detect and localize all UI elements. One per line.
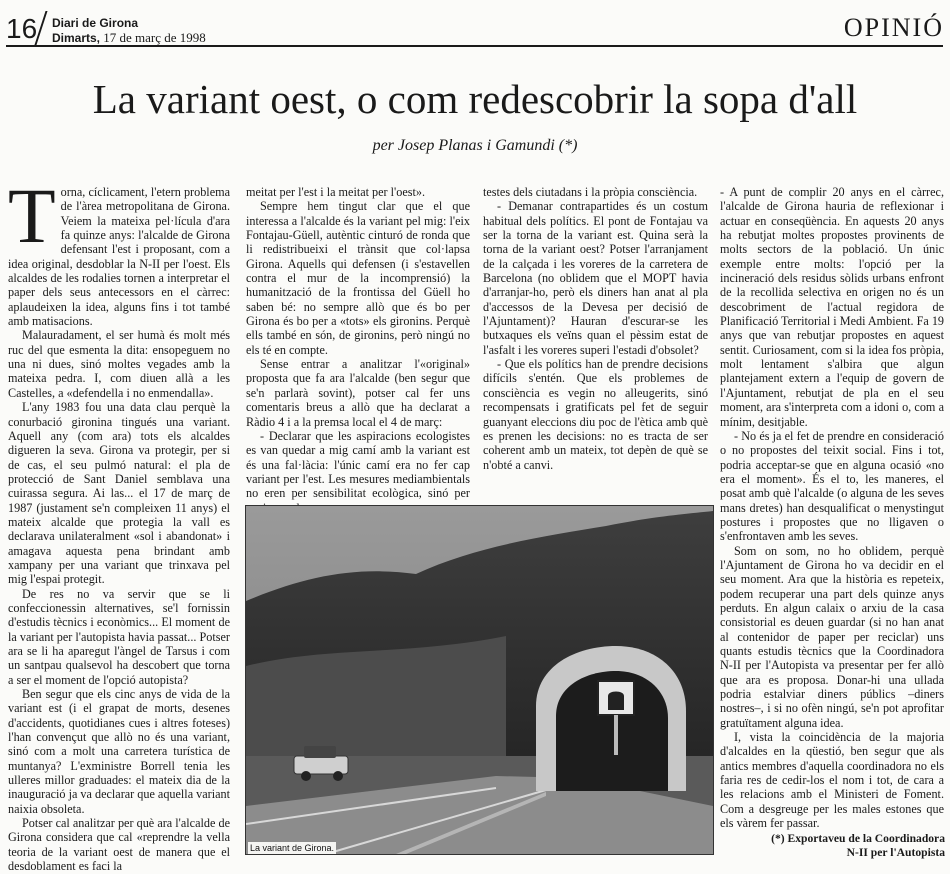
paragraph: - No és ja el fet de prendre en consideració o no propostes del teixit social. Fins i tot, podria acceptar-se que en alguna ocasió «no era el moment». És el to, les maneres, el posat amb què l'alcalde (o alguna de les seves mans dretes) han desqualificat o menystingut postures i propostes que no lligaven o s'enfrontaven amb les seves. [720, 428, 944, 544]
footnote-line: (*) Exportaveu de la Coordinadora [771, 832, 945, 845]
article-title: La variant oest, o com redescobrir la sopa d'all [92, 76, 858, 122]
paragraph: Sense entrar a analitzar l'«original» proposta que fa ara l'alcalde (ben segur que se'n parlarà sovint), potser cal fer uns comentaris breus a allò que ha declarat a Ràdio 4 i a la premsa local el 4 de març: [246, 357, 470, 429]
paragraph: Ben segur que els cinc anys de vida de la variant est (i el grapat de morts, desenes d'accidents, quotidianes cues i altres foteses) l'han convençut que allò no és una variant, sinó com a molt una carretera turística de muntanya? L'exministre Borrell tenia les ulleres millor graduades: el mateix dia de la inauguració ja va declarar que aquella variant naixia obsoleta. [8, 687, 230, 816]
article-column-4 [720, 185, 944, 830]
paragraph: testes dels ciutadans i la pròpia consciència. [483, 185, 698, 199]
photo-illustration [246, 506, 713, 854]
paragraph: Sempre hem tingut clar que el que interessa a l'alcalde és la variant pel mig: l'eix Fontajau-Güell, autèntic cinturó de ronda que li redistribueixi el trànsit que col·lapsa Girona. Aquells qui defensen (i s'estavellen contra el mur de la incomprensió) la humanització de la frontissa del Güell ho saben bé: no sempre allò que és bo per Girona és bo per a «tots» els gironins. Perquè ells també en són, de gironins, però ningú no els té en compte. [246, 199, 470, 357]
page-number: 16 [6, 13, 38, 44]
paragraph: De res no va servir que se li confeccionessin alternatives, se'l fornissin d'estudis tècnics i econòmics... El moment de la variant per l'autopista havia passat... Potser ara se li ha aparegut l'àngel de Tarsus i com un santpau qualsevol ha descobert que torna a ser el moment de l'opció autopista? [8, 586, 230, 687]
article-byline: per Josep Planas i Gamundi (*) [372, 137, 578, 154]
newspaper-name: Diari de Girona [52, 16, 139, 30]
article-column-1 [8, 172, 230, 874]
article-photo [245, 505, 714, 855]
paragraph: - Demanar contrapartides és un costum habitual dels polítics. El pont de Fontajau va ser la torna de la variant est. Quina serà la torna de la variant oest? Potser l'arranjament de la calçada i les voreres de la carretera de Barcelona (no oblidem que el MOPT havia d'arranjar-ho, però els diners han anat al pla d'accessos de la Devesa per decisió de l'Ajuntament)? Hauran d'escurar-se les butxaques els veïns quan el pèssim estat de l'asfalt i les voreres superi l'estadi d'obsolet? [483, 199, 708, 357]
photo-caption: La variant de Girona. [250, 843, 335, 853]
issue-weekday: Dimarts, [52, 31, 101, 45]
article-column-2 [246, 185, 470, 515]
author-footnote [730, 832, 945, 860]
paragraph: - Declarar que les aspiracions ecologistes es van quedar a mig camí amb la variant est és una fal·làcia: l'únic camí era no fer cap variant per l'est. Les mesures mediambientals no eren per sensibilitat ecològica, sinó per [246, 428, 470, 501]
article-column-3 [483, 185, 708, 472]
footnote-line: N-II per l'Autopista [846, 846, 945, 859]
paragraph: Potser cal analitzar per què ara l'alcalde de Girona considera que cal «reprendre la vella teoria de la variant oest de manera que el desdoblament es faci la [8, 816, 230, 874]
paragraph: - A punt de complir 20 anys en el càrrec, l'alcalde de Girona hauria de reflexionar i actuar en conseqüència. En aquests 20 anys ha rebutjat moltes propostes provinents de molts sectors de la població. Un únic exemple entre molts: l'opció per la incineració dels residus sòlids urbans enfront de la recollida selectiva en origen no és un descobriment de l'actual regidora de Planificació Territorial i Medi Ambient. Fa 19 anys que van rebutjar propostes en aquest sentit. Curiosament, com si la idea fos pròpia, molt lentament s'albira que algun plantejament extern a l'equip de govern de l'Ajuntament, rebutjat de pla en el seu moment, ara s'interpreta com a idoni o, com a mínim, desitjable. [720, 185, 945, 429]
page-header [0, 0, 950, 44]
paragraph: meitat per l'est i la meitat per l'oest». [246, 185, 426, 199]
drop-cap: T [8, 172, 56, 259]
issue-date [52, 31, 206, 45]
paragraph: Som on som, no ho oblidem, perquè l'Ajuntament de Girona ho va decidir en el seu moment. Ara que la història es repeteix, podem recuperar una part dels quinze anys perduts. En algun calaix o arxiu de la casa consistorial es deuen guardar (si no han anat al contenidor de paper per reciclar) uns quants estudis tècnics que la Coordinadora N-II per l'Autopista va presentar per fer allò que ara es proposa. Donar-hi una ullada podria estalviar diners públics –diners nostres–, i si no ofèn ningú, se'n pot aprofitar gratuïtament alguna idea. [720, 543, 944, 730]
paragraph: L'any 1983 fou una data clau perquè la conurbació gironina tingués una variant. Aquell any (com ara) tots els alcaldes digueren la seva. Girona va protegir, per si de cas, el seu pulmó natural: el pla de protecció de Sant Daniel semblava una cuirassa segura. Ai las... el 17 de març de 1987 (justament se'n compleixen 11 anys) el mateix alcalde que protegia la vall es declarava unilateralment «sol i abandonat» i amagava aquesta pena brindant amb xampany per una variant que trinxava pel mig l'espai protegit. [8, 400, 230, 587]
paragraph: orna, cíclicament, l'etern problema de l'àrea metropolitana de Girona. Veiem la mateixa pel·lícula d'ara fa quinze anys: l'alcalde de Girona defensant l'est i proposant, com a idea original, desdoblar la N-II per l'oest. Els alcaldes de les rodalies tornen a interpretar el paper dels seus antecessors en el càrrec: aplaudeixen la idea, alguns fins i tot també amb matisacions. [8, 185, 230, 329]
issue-day: 17 de març de 1998 [103, 30, 206, 45]
paragraph: I, vista la coincidència de la majoria d'alcaldes en la qüestió, ben segur que als antics membres d'aquella coordinadora no els faria res de cedir-los el nom i tot, de cara a les relacions amb el Ministeri de Foment. Com a desgreuge per les males estones que els vàrem fer passar. [720, 730, 944, 831]
paragraph: Malauradament, el ser humà és molt més ruc del que esmenta la dita: ensopeguem no una ni dues, sinó moltes vegades amb la mateixa pedra. I, com diuen allà a les Castelles, a «defendella i no enmendalla». [8, 328, 230, 400]
section-title: OPINIÓ [843, 13, 944, 42]
header-rule [6, 45, 943, 47]
paragraph: - Que els polítics han de prendre decisions difícils s'entén. Que els problemes de consciència es vegin no alleugerits, sinó recompensats i gratificats pel fet de seguir guanyant eleccions diu poc de l'ètica amb què es prenen les decisions: no es tracta de ser coherent amb un mateix, tot depèn de què se n'obté a canvi. [483, 357, 708, 472]
